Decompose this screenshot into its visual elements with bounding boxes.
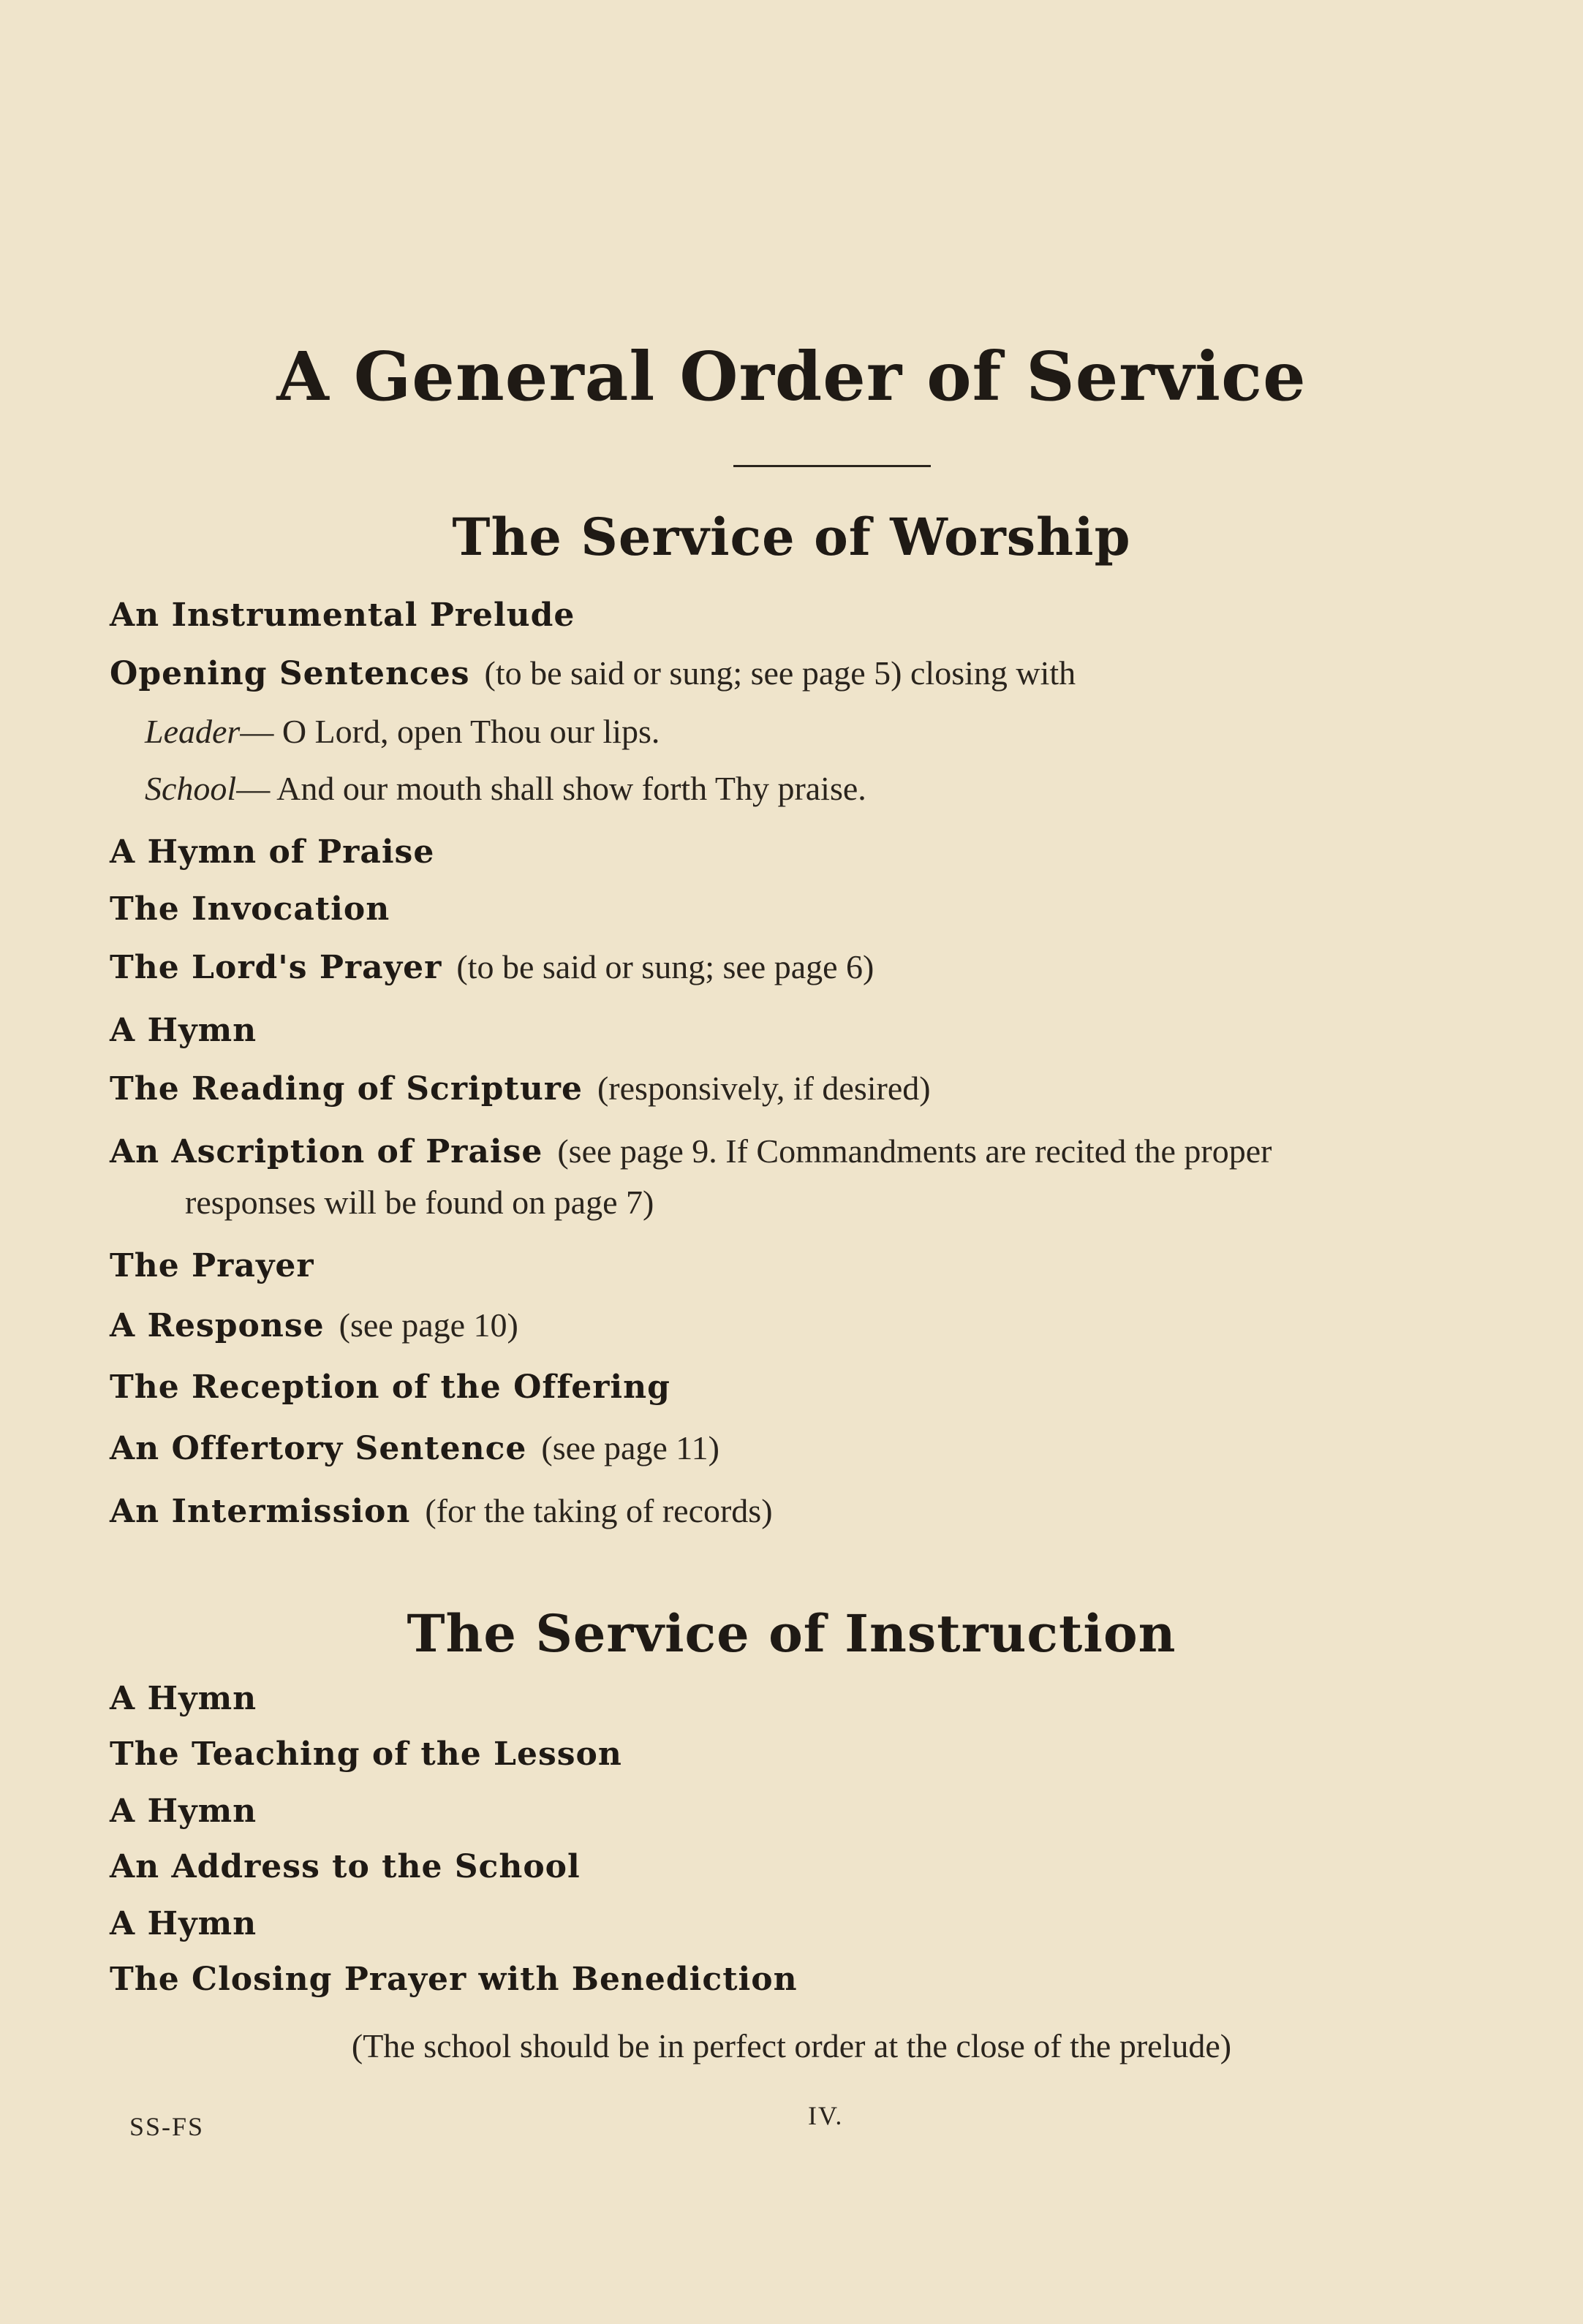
leader-text: — O Lord, open Thou our lips. [240, 713, 660, 750]
school-text: — And our mouth shall show forth Thy praise. [236, 770, 866, 807]
list-item [110, 1485, 1535, 1537]
list-item [110, 1240, 1535, 1292]
list-item [110, 1953, 1535, 2005]
item-label: The Reception of the Offering [110, 1369, 670, 1406]
item-label: An Ascription of Praise [110, 1133, 543, 1170]
list-item [110, 1004, 1535, 1056]
item-label: The Teaching of the Lesson [110, 1736, 622, 1773]
list-item [110, 1063, 1535, 1115]
page-number: IV. [808, 2101, 844, 2130]
item-label: A Hymn [110, 1680, 257, 1717]
item-label: A Hymn [110, 1012, 257, 1049]
worship-section-heading: The Service of Worship [452, 507, 1131, 567]
item-note: (see page 10) [339, 1306, 518, 1344]
list-item [110, 826, 1535, 878]
item-note: (to be said or sung; see page 6) [456, 948, 874, 985]
item-label: The Invocation [110, 890, 390, 928]
item-note: (see page 11) [541, 1429, 719, 1466]
list-item [110, 1841, 1535, 1893]
item-note-continued: responses will be found on page 7) [185, 1184, 654, 1221]
item-note: (to be said or sung; see page 5) closing with [484, 654, 1076, 692]
item-label: An Instrumental Prelude [110, 597, 575, 634]
item-label: The Reading of Scripture [110, 1070, 583, 1108]
school-role: School [145, 770, 237, 807]
list-item [110, 648, 1535, 700]
instruction-section-heading: The Service of Instruction [407, 1603, 1176, 1664]
school-line [145, 763, 866, 814]
list-item [110, 1126, 1535, 1178]
list-item [110, 1785, 1535, 1837]
list-item [110, 883, 1535, 935]
item-note: (responsively, if desired) [597, 1070, 931, 1107]
list-item [110, 1673, 1535, 1725]
list-item [110, 1361, 1535, 1413]
item-label: A Hymn [110, 1793, 257, 1830]
footer-code: SS-FS [129, 2112, 205, 2141]
item-label: A Hymn of Praise [110, 833, 435, 871]
list-item [110, 942, 1535, 993]
closing-note: (The school should be in perfect order at the close of the prelude) [351, 2027, 1232, 2064]
list-item [110, 1898, 1535, 1950]
list-item [110, 1423, 1535, 1475]
title-rule [733, 465, 931, 467]
item-label: The Prayer [110, 1247, 314, 1284]
item-label: A Hymn [110, 1905, 257, 1942]
leader-line [145, 706, 660, 757]
item-label: The Closing Prayer with Benediction [110, 1961, 798, 1998]
item-note: (for the taking of records) [425, 1492, 773, 1529]
page-title: A General Order of Service [276, 337, 1307, 416]
list-item [110, 1300, 1535, 1352]
list-item [110, 589, 1535, 641]
leader-role: Leader [145, 713, 241, 750]
item-note: (see page 9. If Commandments are recited the proper [557, 1132, 1272, 1170]
item-label: An Address to the School [110, 1848, 581, 1885]
item-label: An Intermission [110, 1493, 411, 1530]
list-item [110, 1728, 1535, 1780]
item-label: An Offertory Sentence [110, 1430, 527, 1467]
item-label: A Response [110, 1307, 325, 1344]
item-label: Opening Sentences [110, 655, 470, 692]
item-label: The Lord's Prayer [110, 949, 442, 986]
